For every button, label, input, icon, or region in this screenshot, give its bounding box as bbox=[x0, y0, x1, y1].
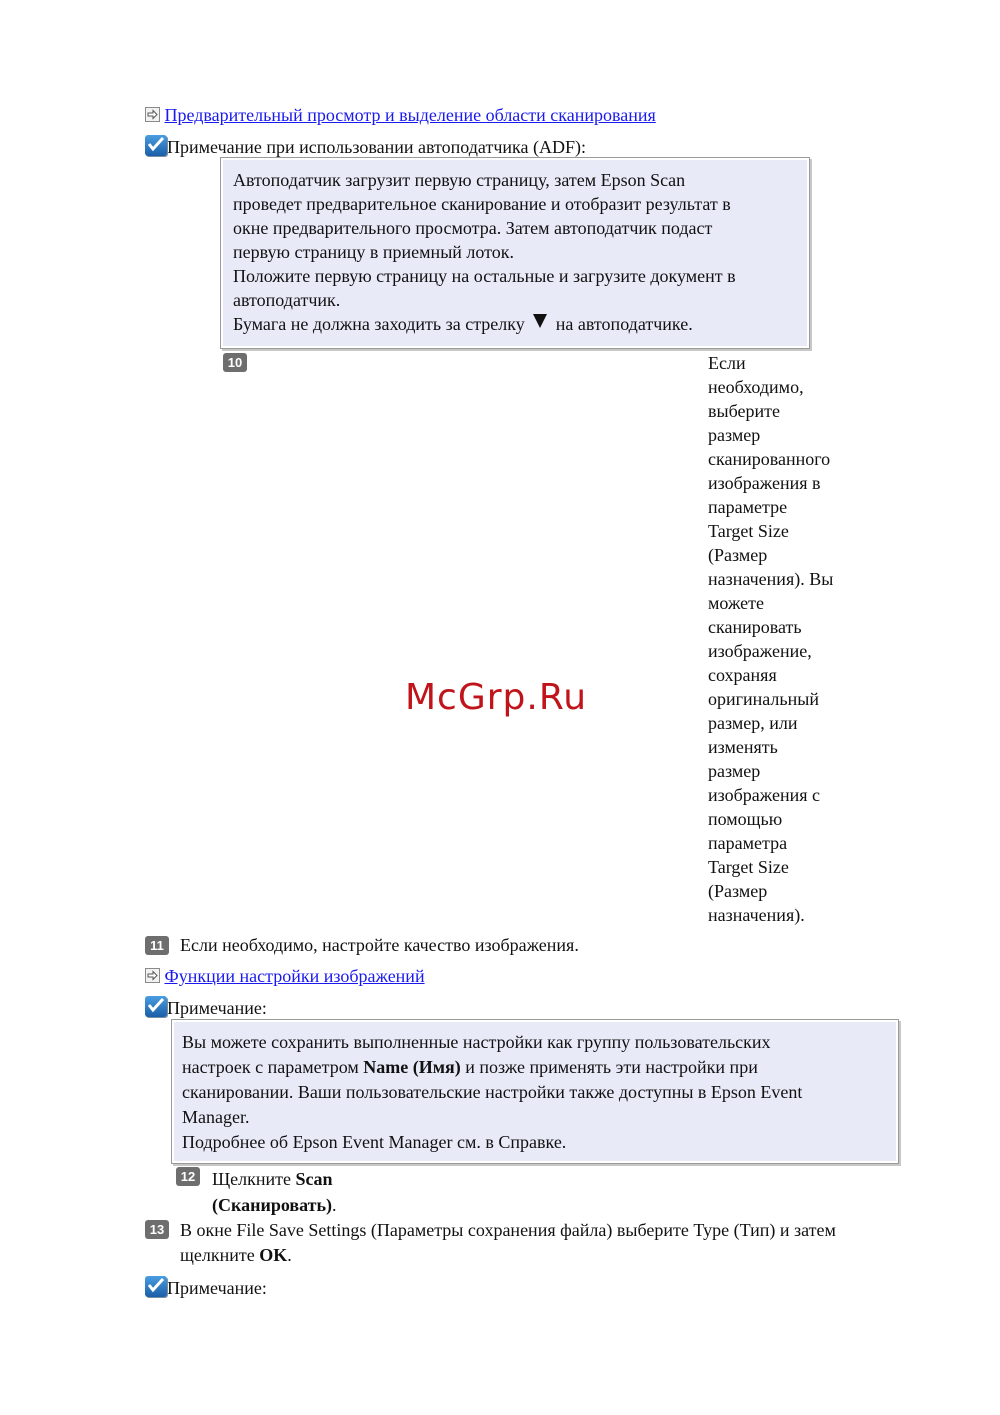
step-13-line2-after: . bbox=[287, 1245, 292, 1265]
note-2-title: Примечание: bbox=[167, 998, 267, 1018]
note-adf-last-after: на автоподатчике. bbox=[555, 314, 693, 334]
link-arrow-icon bbox=[145, 968, 160, 983]
step-10-line: размер, или bbox=[708, 713, 798, 733]
step-12-before: Щелкните bbox=[212, 1169, 291, 1189]
note-2-line: Вы можете сохранить выполненные настройки как группу пользовательских bbox=[182, 1032, 771, 1052]
note-check-icon bbox=[145, 996, 167, 1017]
note-adf-line: Автоподатчик загрузит первую страницу, затем Epson Scan bbox=[233, 170, 686, 190]
note-adf-last-before: Бумага не должна заходить за стрелку bbox=[233, 314, 525, 334]
note-2-heading bbox=[145, 993, 267, 1020]
note-adf-line: Положите первую страницу на остальные и загрузите документ в bbox=[233, 266, 736, 286]
step-13-line1: В окне File Save Settings (Параметры сохранения файла) выберите Type (Тип) и затем bbox=[180, 1220, 836, 1240]
note-adf-line: окне предварительного просмотра. Затем автоподатчик подаст bbox=[233, 218, 713, 238]
step-10-line: параметре bbox=[708, 497, 788, 517]
step-13-text bbox=[180, 1218, 940, 1268]
step-10-line: параметра bbox=[708, 833, 788, 853]
step-10-line: размер bbox=[708, 761, 761, 781]
note-adf-title: Примечание при использовании автоподатчика (ADF): bbox=[167, 137, 586, 157]
step-10-line: назначения). Вы bbox=[708, 569, 834, 589]
note-3-heading bbox=[145, 1273, 267, 1300]
name-setting-label: Name (Имя) bbox=[363, 1057, 461, 1077]
note-2-line: Manager. bbox=[182, 1107, 250, 1127]
note-check-icon bbox=[145, 1276, 167, 1297]
step-13-line2-before: щелкните bbox=[180, 1245, 255, 1265]
note-2-line bbox=[182, 1055, 888, 1080]
arrow-down-icon bbox=[533, 314, 547, 328]
note-adf-line: проведет предварительное сканирование и отобразит результат в bbox=[233, 194, 731, 214]
step-10-line: размер bbox=[708, 425, 761, 445]
note-check-icon bbox=[145, 135, 167, 156]
step-10-line: (Размер bbox=[708, 881, 768, 901]
step-10-line: назначения). bbox=[708, 905, 805, 925]
step-10-line: оригинальный bbox=[708, 689, 819, 709]
step-12-text bbox=[212, 1166, 372, 1218]
step-10-line: Target Size bbox=[708, 857, 789, 877]
image-adjust-link[interactable]: Функции настройки изображений bbox=[164, 966, 425, 986]
step-10-badge: 10 bbox=[223, 353, 247, 372]
note-2-line: Подробнее об Epson Event Manager см. в Справке. bbox=[182, 1132, 567, 1152]
link-arrow-icon bbox=[145, 107, 160, 122]
note-adf-last-line bbox=[233, 312, 797, 336]
step-13-badge: 13 bbox=[145, 1220, 169, 1239]
note-2-box bbox=[171, 1019, 899, 1164]
step-10-line: (Размер bbox=[708, 545, 768, 565]
step-12-after: . bbox=[332, 1195, 337, 1215]
step-10-text bbox=[708, 351, 868, 927]
scan-button-label: Scan bbox=[295, 1169, 333, 1189]
step-10-line: изображения с bbox=[708, 785, 821, 805]
ok-button-label: OK bbox=[259, 1245, 288, 1265]
step-10-line: можете bbox=[708, 593, 764, 613]
preview-link-row bbox=[145, 103, 656, 127]
preview-link[interactable]: Предварительный просмотр и выделение области сканирования bbox=[164, 105, 656, 125]
note-3-title: Примечание: bbox=[167, 1278, 267, 1298]
step-12-badge: 12 bbox=[176, 1167, 200, 1186]
note-2-line2-after: и позже применять эти настройки при bbox=[465, 1057, 758, 1077]
note-adf-line: первую страницу в приемный лоток. bbox=[233, 242, 515, 262]
note-2-line2-before: настроек с параметром bbox=[182, 1057, 359, 1077]
step-10-line: изображение, bbox=[708, 641, 812, 661]
note-2-line: сканировании. Ваши пользовательские настройки также доступны в Epson Event bbox=[182, 1082, 803, 1102]
step-11-text: Если необходимо, настройте качество изображения. bbox=[180, 935, 579, 955]
step-10-line: сканированного bbox=[708, 449, 831, 469]
step-10-line: Если bbox=[708, 353, 746, 373]
scan-button-label-ru: (Сканировать) bbox=[212, 1195, 333, 1215]
step-10-line: выберите bbox=[708, 401, 780, 421]
step-10-line: сохраняя bbox=[708, 665, 777, 685]
note-adf-heading bbox=[145, 132, 586, 159]
step-13-line2 bbox=[180, 1243, 940, 1268]
step-10-line: необходимо, bbox=[708, 377, 804, 397]
step-10-line: изменять bbox=[708, 737, 778, 757]
image-adjust-link-row bbox=[145, 964, 425, 988]
step-10-line: помощью bbox=[708, 809, 783, 829]
watermark-logo: McGrp.Ru bbox=[405, 677, 588, 718]
note-adf-box bbox=[220, 157, 810, 349]
step-10-line: Target Size bbox=[708, 521, 789, 541]
step-10-line: изображения в bbox=[708, 473, 821, 493]
note-adf-line: автоподатчик. bbox=[233, 290, 341, 310]
step-10-line: сканировать bbox=[708, 617, 802, 637]
step-11-badge: 11 bbox=[145, 936, 169, 955]
